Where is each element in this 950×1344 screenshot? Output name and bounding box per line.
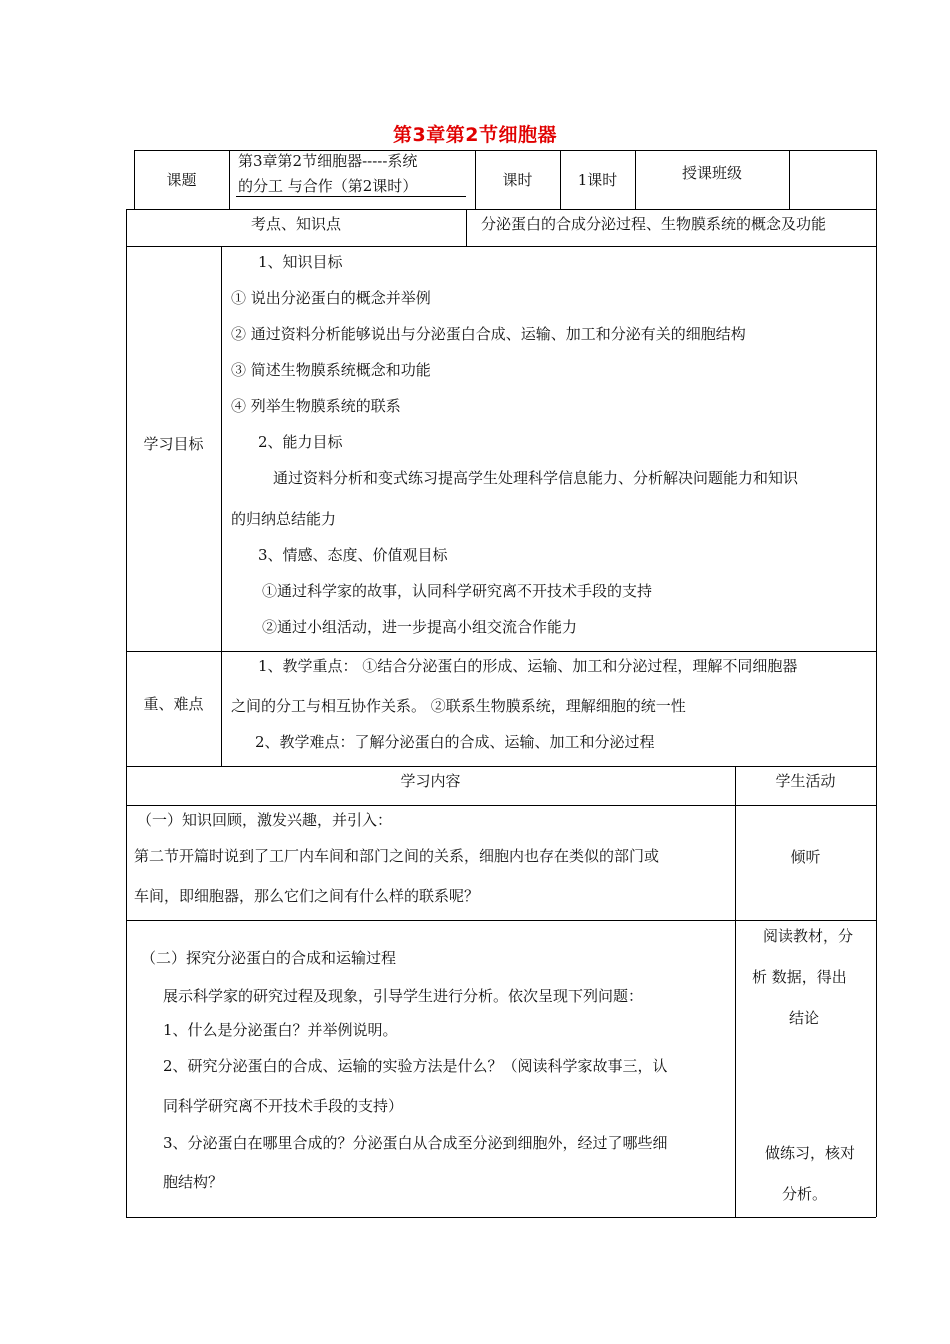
goal-line: ③ 简述生物膜系统概念和功能 [231,361,431,379]
topic-label: 课题 [166,171,197,189]
hours-label: 课时 [502,171,533,189]
goal-line: ① 说出分泌蛋白的概念并举例 [231,289,431,307]
key-point-line: 2、教学难点：了解分泌蛋白的合成、运输、加工和分泌过程 [255,733,655,751]
goal-line: ①通过科学家的故事，认同科学研究离不开技术手段的支持 [262,582,653,600]
section-1-activity: 倾听 [790,848,821,866]
section-2-line: 3、分泌蛋白在哪里合成的？分泌蛋白从合成至分泌到细胞外，经过了哪些细 [163,1134,668,1152]
kaodian-value: 分泌蛋白的合成分泌过程、生物膜系统的概念及功能 [481,215,827,233]
section-1-line: 第二节开篇时说到了工厂内车间和部门之间的关系，细胞内也存在类似的部门或 [134,847,660,865]
goal-line: ②通过小组活动，进一步提高小组交流合作能力 [262,618,578,636]
activity-line: 结论 [789,1009,820,1027]
section-2-line: 1、什么是分泌蛋白？并举例说明。 [163,1021,398,1039]
activity-line: 析 数据，得出 [752,968,847,986]
section-2-line: （二）探究分泌蛋白的合成和运输过程 [141,949,397,967]
goal-line: 通过资料分析和变式练习提高学生处理科学信息能力、分析解决问题能力和知识 [273,469,799,487]
goal-line: ④ 列举生物膜系统的联系 [231,397,401,415]
section-1-line: （一）知识回顾，激发兴趣，并引入： [137,811,393,829]
document-title: 第3章第2节细胞器 [393,124,557,146]
goal-line: 1、知识目标 [258,253,343,271]
activity-line: 阅读教材，分 [763,927,854,945]
class-label: 授课班级 [681,164,742,182]
key-point-line: 1、教学重点： ①结合分泌蛋白的形成、运输、加工和分泌过程，理解不同细胞器 [258,657,798,675]
goal-line: 3、情感、态度、价值观目标 [258,546,448,564]
content-header-right: 学生活动 [775,772,836,790]
activity-line: 分析。 [782,1185,828,1203]
section-2-line: 2、研究分泌蛋白的合成、运输的实验方法是什么？（阅读科学家故事三，认 [163,1057,668,1075]
section-2-line: 胞结构？ [163,1173,224,1191]
activity-line: 做练习，核对 [765,1144,856,1162]
kaodian-label: 考点、知识点 [250,215,341,233]
topic-line-1: 第3章第2节细胞器-----系统 [238,152,418,170]
content-header-left: 学习内容 [400,772,461,790]
hours-value: 1课时 [577,171,618,189]
key-point-line: 之间的分工与相互协作关系。 ②联系生物膜系统，理解细胞的统一性 [231,697,686,715]
key-points-label: 重、难点 [143,695,204,713]
goals-label: 学习目标 [143,435,204,453]
section-1-line: 车间，即细胞器，那么它们之间有什么样的联系呢？ [134,887,480,905]
goal-line: 2、能力目标 [258,433,343,451]
section-2-line: 同科学研究离不开技术手段的支持） [163,1097,404,1115]
section-2-line: 展示科学家的研究过程及现象，引导学生进行分析。依次呈现下列问题： [163,987,644,1005]
topic-line-2: 的分工 与合作（第2课时） [238,177,418,195]
goal-line: 的归纳总结能力 [231,510,337,528]
goal-line: ② 通过资料分析能够说出与分泌蛋白合成、运输、加工和分泌有关的细胞结构 [231,325,746,343]
